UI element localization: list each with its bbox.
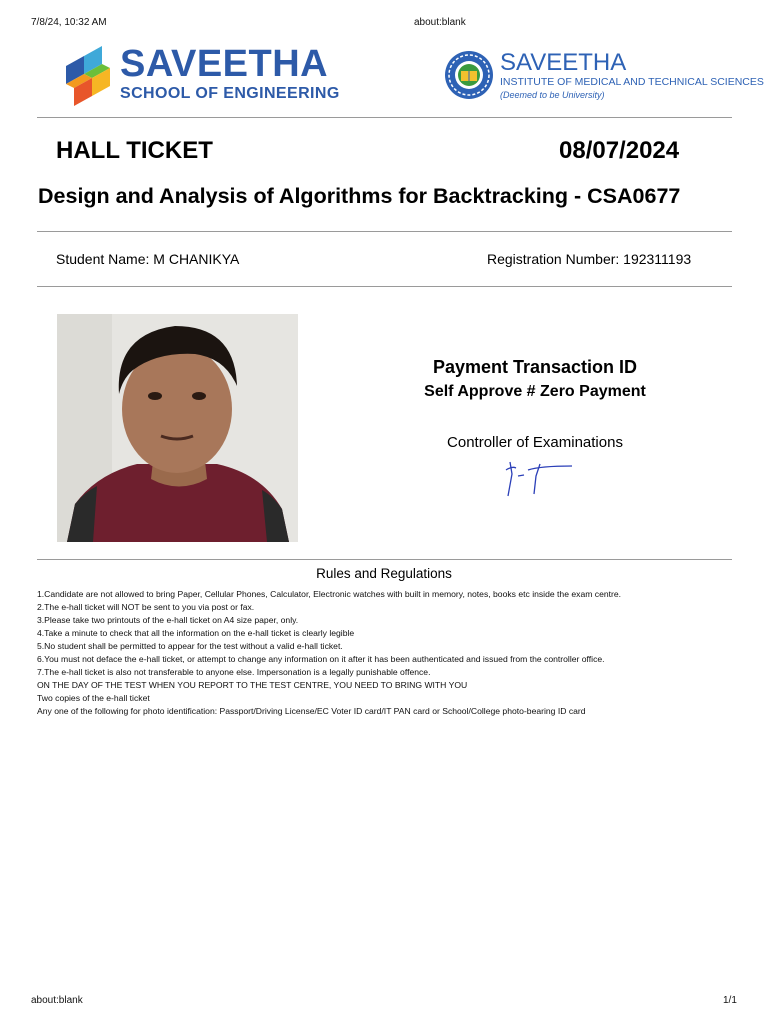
rules-list	[37, 588, 737, 718]
rule-item: 2.The e-hall ticket will NOT be sent to you via post or fax.	[37, 602, 255, 612]
rules-title: Rules and Regulations	[316, 566, 452, 581]
course-title: Design and Analysis of Algorithms for Backtracking - CSA0677	[38, 184, 681, 208]
print-datetime: 7/8/24, 10:32 AM	[31, 17, 107, 28]
rule-item: 7.The e-hall ticket is also not transferable to anyone else. Impersonation is a legally punishable offence.	[37, 667, 431, 677]
divider	[37, 117, 732, 118]
divider	[37, 231, 732, 232]
payment-title: Payment Transaction ID	[432, 357, 638, 377]
divider	[37, 286, 732, 287]
saveetha-institute-emblem-icon	[444, 50, 494, 100]
rule-item: Any one of the following for photo identification: Passport/Driving License/EC Voter ID card/IT PAN card or School/College photo-bearing ID card	[37, 706, 586, 716]
rule-item: 4.Take a minute to check that all the information on the e-hall ticket is clearly legible	[37, 628, 355, 638]
student-name: Student Name: M CHANIKYA	[56, 251, 240, 267]
school-logo-name: SAVEETHA	[120, 43, 329, 85]
registration-number: Registration Number: 192311193	[487, 251, 692, 267]
exam-date: 08/07/2024	[559, 137, 680, 164]
rule-item: Two copies of the e-hall ticket	[37, 693, 150, 703]
saveetha-school-logo-icon	[62, 44, 114, 106]
divider	[37, 559, 732, 560]
print-footer-url: about:blank	[31, 995, 83, 1006]
controller-of-examinations: Controller of Examinations	[447, 434, 623, 451]
payment-status: Self Approve # Zero Payment	[424, 383, 646, 400]
hall-ticket-title: HALL TICKET	[56, 137, 213, 164]
rule-item: ON THE DAY OF THE TEST WHEN YOU REPORT TO THE TEST CENTRE, YOU NEED TO BRING WITH YOU	[37, 680, 468, 690]
institute-deemed-note: (Deemed to be University)	[500, 90, 605, 100]
school-logo-subtitle: SCHOOL OF ENGINEERING	[120, 85, 340, 102]
rule-item: 6.You must not deface the e-hall ticket, or attempt to change any information on it after it has been authenticated and issued from the controller office.	[37, 654, 605, 664]
institute-logo-name: SAVEETHA	[500, 49, 627, 76]
saveetha-institute-logo	[444, 48, 764, 106]
print-header-url: about:blank	[414, 17, 466, 28]
saveetha-school-logo	[62, 43, 340, 108]
student-photo	[57, 314, 298, 542]
rule-item: 3.Please take two printouts of the e-hall ticket on A4 size paper, only.	[37, 615, 299, 625]
page-number: 1/1	[723, 995, 737, 1006]
rule-item: 5.No student shall be permitted to appear for the test without a valid e-hall ticket.	[37, 641, 343, 651]
institute-logo-subtitle: INSTITUTE OF MEDICAL AND TECHNICAL SCIENCES	[500, 76, 764, 88]
rule-item: 1.Candidate are not allowed to bring Paper, Cellular Phones, Calculator, Electronic watches with built in memory, notes, books etc inside the exam centre.	[37, 589, 622, 599]
controller-signature	[500, 456, 580, 498]
